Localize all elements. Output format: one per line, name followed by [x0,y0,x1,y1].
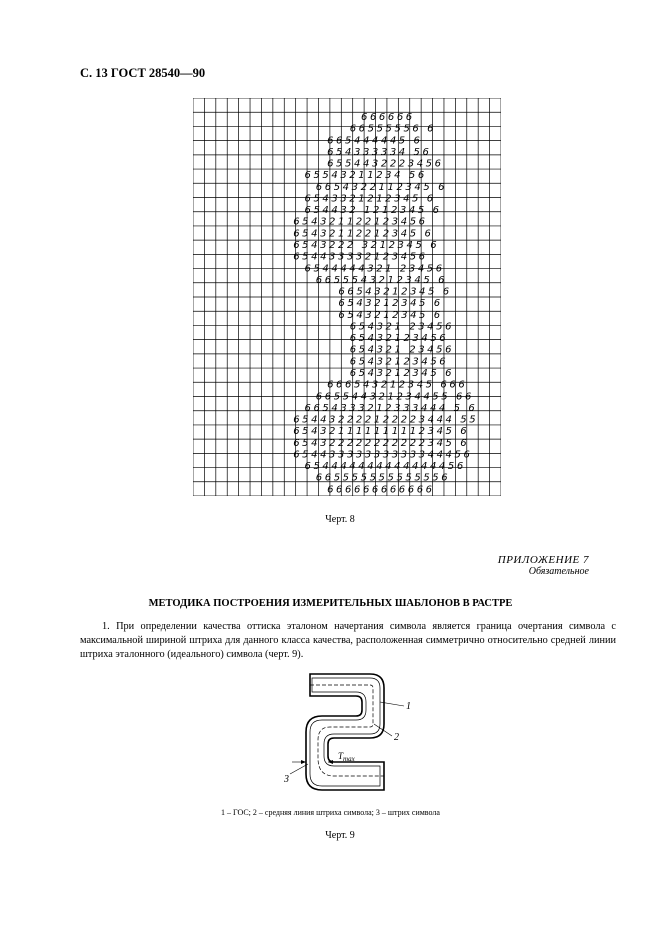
label-2: 2 [394,732,399,743]
appendix-status: Обязательное [528,566,589,577]
raster-digit-row: 6543212345 6 [338,309,443,321]
raster-grid [193,98,501,496]
raster-digit-row: 65443333333333344456 [293,449,473,461]
raster-figure [193,98,501,501]
gos-outline [306,674,384,790]
raster-digit-row: 654321111111112345 6 [293,426,470,438]
raster-digit-row: 654321122123456 [293,216,428,228]
raster-digit-row: 666543212345 666 [327,379,468,391]
raster-digit-row: 6543222 3212345 6 [293,240,440,251]
figure-9-caption: Черт. 9 [325,830,355,841]
appendix-title: ПРИЛОЖЕНИЕ 7 [497,554,589,566]
figure-9-legend: 1 – ГОС; 2 – средняя линия штриха символа; 3 – штрих символа [221,808,440,817]
raster-digit-row: 6654322112345 6 [315,181,448,193]
label-1: 1 [406,701,411,712]
raster-digit-row: 665444445 6 [327,135,423,147]
raster-digit-row: 654321 23456 [349,344,455,356]
label-3: 3 [284,774,289,785]
leader-2 [374,724,392,736]
raster-digit-row: 665544321234455 66 [315,391,474,403]
raster-digit-row: 6655543212345 6 [315,274,448,286]
figure-9-diagram [262,666,422,801]
raster-digit-row: 654322222222222345 6 [293,437,470,449]
raster-digit-row: 66543212345 6 [338,286,452,298]
raster-digit-row: 654333334 56 [327,146,432,158]
raster-digit-row: 654432 1212345 6 [304,205,442,217]
paragraph-1: 1. При определении качества оттиска эталоном начертания символа является граница очертания символа с максимальной шириной штриха для данного класса качества, расположенная симметрично относительно средней линии штриха эталонного (идеального) символа (черт. 9). [80,621,616,660]
raster-digit-row: 654432222122223444 55 [293,414,479,426]
raster-digit-row: 6543212345 6 [349,368,455,379]
appendix-heading [498,554,589,577]
raster-digit-row: 654321 23456 [349,321,455,333]
raster-digit-row: 66555556 6 [349,123,437,135]
tmax-subscript: max [343,755,355,763]
raster-digit-row: 6554432223456 [327,158,444,170]
raster-digit-row: 6543212345 6 [338,298,443,310]
raster-digit-row: 65432123456 [349,333,449,345]
raster-digit-row: 6654333212333444 5 6 [304,402,478,414]
raster-digit-row: 665555555555556 [315,472,451,484]
raster-digit-row: 65432123456 [349,356,449,368]
section-title: МЕТОДИКА ПОСТРОЕНИЯ ИЗМЕРИТЕЛЬНЫХ ШАБЛОНОВ В РАСТРЕ [148,598,513,609]
raster-digit-row: 65543211234 56 [304,170,427,182]
raster-digit-row: 654433332123456 [293,251,428,263]
raster-digit-row: 65432112212345 6 [293,228,434,240]
figure-8-caption: Черт. 8 [325,514,355,525]
raster-digit-row: 6543321212345 6 [304,193,436,205]
raster-digit-row: 666666666666 [327,484,435,496]
raster-digit-row: 654444444444444456 [304,461,466,473]
raster-digit-row: 6544444321 23456 [304,263,445,275]
tmax-letter: T [338,751,344,761]
page-header: С. 13 ГОСТ 28540—90 [80,66,206,80]
raster-digit-row: 666666 [361,112,415,123]
